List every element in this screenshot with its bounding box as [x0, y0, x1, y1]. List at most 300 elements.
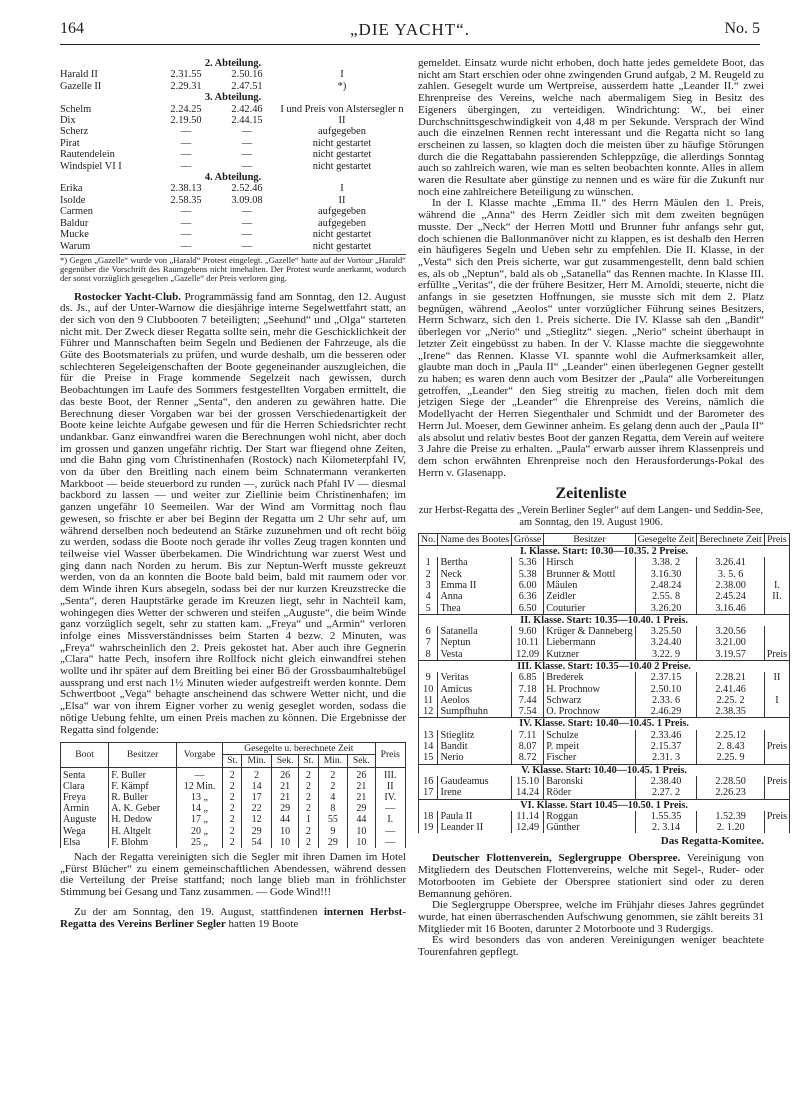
zeit-cell: 3.19.57: [697, 649, 764, 661]
result-cell: Schelm: [60, 103, 92, 115]
result-cell: —: [180, 229, 192, 241]
boot-cell: 12: [242, 814, 271, 825]
boot-cell: 10: [348, 837, 375, 848]
result-cell: II: [338, 194, 346, 206]
zeit-cell: 2.25. 2: [697, 695, 764, 706]
class-heading: II. Klasse. Start: 10.35—10.40. 1 Preis.: [419, 614, 790, 626]
zeit-row: [419, 603, 790, 615]
zeit-cell: Couturier: [544, 603, 635, 615]
result-cell: —: [180, 217, 192, 229]
zeit-row: [419, 591, 790, 602]
zeit-cell: Leander II: [438, 822, 512, 833]
zeit-cell: Neptun: [438, 637, 512, 648]
zeit-cell: Günther: [544, 822, 635, 833]
z-col-preis: Preis: [764, 533, 789, 545]
zeit-cell: [764, 626, 789, 637]
result-row: [60, 69, 406, 80]
boot-cell: 29: [318, 837, 347, 848]
zeit-cell: Preis: [764, 811, 789, 822]
zeit-cell: [764, 557, 789, 568]
result-cell: I: [340, 69, 344, 81]
z-col-besitzer: Besitzer: [544, 533, 635, 545]
boot-cell: 25 „: [176, 837, 222, 848]
zeit-cell: 13: [419, 730, 438, 741]
zeit-cell: [764, 706, 789, 718]
zeit-cell: 3.20.56: [697, 626, 764, 637]
boot-cell: 22: [242, 803, 271, 814]
zeit-cell: Gaudeamus: [438, 776, 512, 787]
results-table: [60, 58, 406, 252]
zeit-cell: 2.50.10: [635, 684, 697, 695]
result-cell: nicht gestartet: [312, 240, 372, 252]
zeit-cell: 2.28.50: [697, 776, 764, 787]
boot-cell: 2: [223, 814, 242, 825]
class-heading-row: [419, 660, 790, 672]
zeit-cell: II.: [764, 591, 789, 602]
zeit-cell: Fischer: [544, 752, 635, 764]
zeit-row: [419, 706, 790, 718]
zeit-cell: 4: [419, 591, 438, 602]
zeit-cell: Paula II: [438, 811, 512, 822]
result-row: [60, 206, 406, 217]
closing-paragraph: [60, 907, 406, 930]
zeit-cell: Thea: [438, 603, 512, 615]
zeit-cell: 2.46.29: [635, 706, 697, 718]
class-heading-row: [419, 718, 790, 730]
result-cell: 2.58.35: [170, 194, 202, 206]
zeit-cell: 2.25.12: [697, 730, 764, 741]
zeit-cell: 2. 1.20: [697, 822, 764, 833]
zeit-cell: 5.38: [512, 569, 544, 580]
zeit-cell: Emma II: [438, 580, 512, 591]
oberspree-text: Vereinigung von Mitgliedern des Deutschen Flottenvereins, welche mit Segel-, Ruder- oder Motorbooten im Gebiete der Oberspree stationiert sind oder zu deren Bemannung gehören.: [418, 852, 764, 900]
zeit-cell: 2.28.21: [697, 672, 764, 683]
boot-cell: Senta: [61, 767, 109, 781]
closing-bold: internen Herbst-Regatta des Vereins Berliner Segler: [60, 905, 406, 930]
z-col-berechnet: Berechnete Zeit: [697, 533, 764, 545]
class-heading-row: [419, 614, 790, 626]
zeit-cell: 3.22. 9: [635, 649, 697, 661]
z-col-gesegelt: Gesegelte Zeit: [635, 533, 697, 545]
result-cell: Carmen: [60, 206, 93, 218]
result-cell: Mucke: [60, 229, 89, 241]
boot-cell: 10: [271, 826, 298, 837]
boot-cell: H. Dedow: [109, 814, 177, 825]
zeit-cell: 2.37.15: [635, 672, 697, 683]
zeit-cell: 6.50: [512, 603, 544, 615]
result-cell: —: [180, 137, 192, 149]
zeit-cell: 7.18: [512, 684, 544, 695]
closing-text: Zu der am Sonntag, den 19. August, stattfindenen: [74, 905, 318, 918]
zeit-cell: 14: [419, 741, 438, 752]
col-st2: St.: [299, 755, 318, 767]
boot-cell: —: [375, 837, 405, 848]
boot-cell: 9: [318, 826, 347, 837]
zeit-cell: 8.07: [512, 741, 544, 752]
result-cell: —: [180, 240, 192, 252]
zeit-cell: 11: [419, 695, 438, 706]
class-heading: III. Klasse. Start: 10.35—10.40 2 Preise.: [419, 660, 790, 672]
zeit-cell: 5.36: [512, 557, 544, 568]
zeit-cell: Preis: [764, 741, 789, 752]
zeit-row: [419, 637, 790, 648]
zeit-cell: 1: [419, 557, 438, 568]
boot-cell: 26: [271, 767, 298, 781]
zeitenliste-title: Zeitenliste: [555, 485, 627, 503]
result-cell: Dix: [60, 115, 76, 127]
zeit-cell: 15: [419, 752, 438, 764]
zeit-cell: 12: [419, 706, 438, 718]
right-column: [418, 57, 788, 959]
zeit-cell: Mäulen: [544, 580, 635, 591]
result-row: [60, 104, 406, 115]
zeit-cell: 2.38.35: [697, 706, 764, 718]
boot-cell: Auguste: [61, 814, 109, 825]
zeit-cell: 2.33. 6: [635, 695, 697, 706]
zeit-cell: 8.72: [512, 752, 544, 764]
zeit-cell: 17: [419, 787, 438, 799]
result-cell: 2.42.46: [231, 103, 263, 115]
zeit-cell: Bandit: [438, 741, 512, 752]
boot-row: [61, 826, 406, 837]
result-cell: —: [241, 240, 253, 252]
zeit-cell: 3.21.00: [697, 637, 764, 648]
boot-cell: 55: [318, 814, 347, 825]
boot-cell: 2: [299, 781, 318, 792]
zeit-cell: 1.52.39: [697, 811, 764, 822]
col-besitzer: Besitzer: [109, 743, 177, 767]
result-row: [60, 241, 406, 252]
section-heading-row: [60, 92, 406, 103]
class-heading: I. Klasse. Start: 10.30—10.35. 2 Preise.: [419, 546, 790, 558]
result-cell: 3.09.08: [231, 194, 263, 206]
boot-cell: A. K. Geber: [109, 803, 177, 814]
zeit-cell: O. Prochnow: [544, 706, 635, 718]
zeit-cell: Roggan: [544, 811, 635, 822]
zeit-row: [419, 776, 790, 787]
zeit-cell: Preis: [764, 776, 789, 787]
result-cell: Warum: [60, 240, 91, 252]
boot-cell: Elsa: [61, 837, 109, 848]
boot-cell: 2: [223, 781, 242, 792]
zeit-cell: [764, 730, 789, 741]
result-cell: 2.50.16: [231, 69, 263, 81]
result-cell: aufgegeben: [318, 217, 366, 229]
zeit-cell: 2. 3.14: [635, 822, 697, 833]
boot-cell: 44: [348, 814, 375, 825]
section-heading-row: [60, 172, 406, 183]
zeit-cell: [764, 637, 789, 648]
zeit-cell: 3. 5. 6: [697, 569, 764, 580]
result-cell: aufgegeben: [318, 126, 366, 138]
boot-cell: 13 „: [176, 792, 222, 803]
result-row: [60, 81, 406, 92]
zeit-cell: 6.85: [512, 672, 544, 683]
zeit-cell: 2.25. 9: [697, 752, 764, 764]
boot-row: [61, 781, 406, 792]
result-cell: —: [180, 206, 192, 218]
zeit-cell: 2.15.37: [635, 741, 697, 752]
result-row: [60, 218, 406, 229]
z-col-groesse: Grösse: [512, 533, 544, 545]
zeit-cell: Preis: [764, 649, 789, 661]
result-cell: Erika: [60, 183, 83, 195]
result-cell: 2.44.15: [231, 115, 263, 127]
result-cell: Pirat: [60, 137, 80, 149]
result-cell: —: [180, 160, 192, 172]
boot-cell: 2: [318, 781, 347, 792]
rostocker-heading: Rostocker Yacht-Club.: [74, 290, 182, 303]
zeit-cell: [764, 752, 789, 764]
col-st: St.: [223, 755, 242, 767]
result-cell: —: [241, 126, 253, 138]
boot-cell: 4: [318, 792, 347, 803]
result-cell: Windspiel VI I: [60, 160, 122, 172]
oberspree-para-2: Die Seglergruppe Oberspree, welche im Frühjahr dieses Jahres gegründet wurde, hat einen überraschenden Aufschwung genommen, sie zählt bereits 31 Mitglieder mit 16 Booten, darunter 2 Motorboote und 3 Rudergigs.: [418, 899, 764, 935]
zeit-cell: 15.10: [512, 776, 544, 787]
result-cell: Harald II: [60, 69, 98, 81]
boot-cell: 10: [348, 826, 375, 837]
boot-row: [61, 814, 406, 825]
issue-number: No. 5: [724, 20, 760, 37]
section-heading: 2. Abteilung.: [204, 58, 262, 69]
zeit-cell: Irene: [438, 787, 512, 799]
zeit-row: [419, 672, 790, 683]
boot-cell: Armin: [61, 803, 109, 814]
zeit-row: [419, 557, 790, 568]
boot-cell: 2: [223, 826, 242, 837]
result-cell: —: [180, 149, 192, 161]
result-cell: 2.31.55: [170, 69, 202, 81]
result-cell: nicht gestartet: [312, 149, 372, 161]
result-row: [60, 195, 406, 206]
zeit-cell: I.: [764, 580, 789, 591]
boot-cell: Freya: [61, 792, 109, 803]
right-para-1: gemeldet. Einsatz wurde nicht erhoben, doch hatte jedes gemeldete Boot, das nicht am Start erschien oder ohne zwingenden Grund aufgab, 2 M. Reugeld zu zahlen. Gesegelt wurde um Wertpreise, ausserdem hatte „Leander II.“ zwei Ehrenpreise des Vereins, welche nach abermaligem Sieg in Besitz des Eigeners übergingen, zu verteidigen. Windrichtung: W., bei einer Durchschnittsgeschwindigkeit von 4,48 m per Sekunde. Versprach der Wind auch die einzelnen Rennen recht interessant und die Regatta nicht so lang erscheinen zu lassen, so klagten doch die meisten über zu häufige Störungen durch die die Regattabahn passierenden Schleppzüge, die allerdings Sonntag auch so zahlreich waren, wie man es selten beobachten konnte. Alles in allem waren die Resultate aber günstige zu nennen und es wäre für die Zukunft nur noch eine zahlreichere Beteiligung zu wünschen.: [418, 57, 764, 198]
zeit-cell: 2.48.24: [635, 580, 697, 591]
page-number: 164: [60, 20, 84, 37]
zeit-cell: 2.38.40: [635, 776, 697, 787]
zeit-cell: 6: [419, 626, 438, 637]
boot-cell: 44: [271, 814, 298, 825]
zeit-cell: Bertha: [438, 557, 512, 568]
zeit-cell: Hirsch: [544, 557, 635, 568]
zeit-cell: Satanella: [438, 626, 512, 637]
zeit-cell: Liebermann: [544, 637, 635, 648]
zeit-cell: [764, 603, 789, 615]
boot-table: [60, 742, 406, 848]
zeit-cell: 7.44: [512, 695, 544, 706]
zeit-cell: 16: [419, 776, 438, 787]
result-cell: Baldur: [60, 217, 89, 229]
zeit-cell: Schwarz: [544, 695, 635, 706]
right-para-2: In der I. Klasse machte „Emma II.“ des Herrn Mäulen den 1. Preis, während die „Anna“ des Herrn Zeidler sich mit dem zweiten begnügen musste. Der „Neck“ der Herren Mottl und Brunner fuhr anfangs sehr gut, doch schienen die Ballonmanöver nicht zu klappen, es ist deshalb den Herren ein häufigeres Segeln und Ueben sehr zu empfehlen. Die II. Klasse, in der „Vesta“ sich den Preis sicherte, war gut zusammengestellt, denn bald schien es, als ob „Neptun“, bald als ob „Satanella“ das Rennen machte. In Klasse III. erfüllte „Veritas“, die der frühere Besitzer, Herr M. Arnoldi, steuerte, nicht die anfangs in sie gesetzten Hoffnungen, sie musste sich mit dem 2. Platz begnügen, während „Aeolos“ unter vorzüglicher Führung seines Besitzers, Herrn Schwarz, sich den 1. Preis sicherte. Die IV. Klasse sah den „Bandit“ überlegen vor „Nerio“ und „Stieglitz“ siegen. „Nerio“ scheint überhaupt in letzter Zeit eingebüsst zu haben. In der V. Klasse machte die sieggewohnte „Irene“ das Rennen. Klasse VI. spannte wohl die Aufmerksamkeit aller, glaubte man doch in „Paula II“ „Leander“ einen überlegenen Gegner gestellt zu haben; es waren denn auch vom Besitzer der „Paula“ alle Vorbereitungen getroffen, „Leander“ den Sieg streitig zu machen, fielen doch mit dem jetzigen Siege der „Leander“ die Ehrenpreise des Vereins, nämlich die Modellyacht der Herren Siegenthaler und Schmidt und der Barometer des Herrn Jul. Moeser, dem Gewinner anheim. Es gelang denn auch der „Paula II“ als absolut und relativ bestes Boot der ganzen Regatta, dem Verein auf weitere 3 Jahre die Preise zu erhalten. „Paula“ erwarb ausser ihrem Klassenpreis und dem schon erwähnten Ehrenpreise noch den Herausforderungs-Pokal des Herrn v. Glasenapp.: [418, 197, 764, 479]
col-sek2: Sek.: [348, 755, 375, 767]
zeit-cell: 6.36: [512, 591, 544, 602]
boot-cell: 8: [318, 803, 347, 814]
journal-title: „DIE YACHT“.: [350, 20, 470, 39]
zeit-cell: 3.38. 2: [635, 557, 697, 568]
zeit-row: [419, 787, 790, 799]
zeit-cell: Vesta: [438, 649, 512, 661]
left-column: [60, 58, 406, 930]
section-heading: 3. Abteilung.: [204, 92, 262, 104]
result-cell: 2.19.50: [170, 115, 202, 127]
zeit-cell: [764, 787, 789, 799]
col-min2: Min.: [318, 755, 347, 767]
col-zeit: Gesegelte u. berechnete Zeit: [223, 743, 375, 755]
zeit-cell: 2.45.24: [697, 591, 764, 602]
oberspree-heading: Deutscher Flottenverein, Seglergruppe Oberspree.: [432, 852, 681, 865]
boot-cell: 1: [299, 814, 318, 825]
zeit-cell: 7: [419, 637, 438, 648]
boot-row: [61, 767, 406, 781]
zeit-row: [419, 811, 790, 822]
zeit-cell: H. Prochnow: [544, 684, 635, 695]
boot-cell: 21: [271, 792, 298, 803]
zeit-cell: P. mpeit: [544, 741, 635, 752]
result-cell: nicht gestartet: [312, 160, 372, 172]
col-boot: Boot: [61, 743, 109, 767]
zeit-row: [419, 695, 790, 706]
zeit-cell: 12.09: [512, 649, 544, 661]
result-cell: nicht gestartet: [312, 137, 372, 149]
boot-cell: 2: [223, 837, 242, 848]
result-cell: I und Preis von Alstersegler n: [280, 103, 404, 115]
zeit-cell: [764, 684, 789, 695]
zeit-row: [419, 569, 790, 580]
col-sek: Sek.: [271, 755, 298, 767]
boot-cell: 21: [271, 781, 298, 792]
result-cell: *): [337, 80, 347, 92]
boot-cell: 26: [348, 767, 375, 781]
class-heading-row: [419, 799, 790, 811]
zeit-cell: Sumpfhuhn: [438, 706, 512, 718]
boot-cell: Clara: [61, 781, 109, 792]
result-cell: Rautendelein: [60, 149, 115, 161]
zeit-cell: 7.11: [512, 730, 544, 741]
zeit-cell: 2.33.46: [635, 730, 697, 741]
boot-cell: 2: [299, 792, 318, 803]
boot-cell: F. Buller: [109, 767, 177, 781]
result-cell: aufgegeben: [318, 206, 366, 218]
boot-cell: 2: [223, 767, 242, 781]
zeit-cell: 3.26.41: [697, 557, 764, 568]
result-cell: —: [241, 217, 253, 229]
oberspree-para-3: Es wird besonders das von anderen Vereinigungen weniger beachtete Tourenfahren gepflegt.: [418, 934, 764, 959]
zeit-cell: 7.54: [512, 706, 544, 718]
zeit-cell: 12.49: [512, 822, 544, 833]
col-min: Min.: [242, 755, 271, 767]
zeit-cell: 10: [419, 684, 438, 695]
zeit-cell: 3.25.50: [635, 626, 697, 637]
boot-cell: 20 „: [176, 826, 222, 837]
zeit-row: [419, 822, 790, 833]
boot-cell: I.: [375, 814, 405, 825]
boot-cell: 2: [299, 803, 318, 814]
boot-cell: 21: [348, 792, 375, 803]
boot-cell: R. Buller: [109, 792, 177, 803]
zeit-cell: 18: [419, 811, 438, 822]
class-heading-row: [419, 546, 790, 558]
boot-cell: 2: [242, 767, 271, 781]
zeit-cell: 2.31. 3: [635, 752, 697, 764]
zeit-cell: 3: [419, 580, 438, 591]
zeit-cell: 8: [419, 649, 438, 661]
footnote: *) Gegen „Gazelle“ wurde von „Harald“ Protest eingelegt. „Gazelle“ hatte auf der Vortour „Harald“ gegenüber die Vorschrift des Raumgebens nicht innehalten. Der Protest wurde anerkannt, wodurch der sonst vorzüglich gesegelten „Gazelle“ der Preis verloren ging.: [60, 254, 406, 284]
zeit-cell: 2.41.46: [697, 684, 764, 695]
boot-cell: II: [375, 781, 405, 792]
zeit-cell: 6.00: [512, 580, 544, 591]
zeit-cell: I: [764, 695, 789, 706]
zeit-cell: 2: [419, 569, 438, 580]
zeit-cell: 5: [419, 603, 438, 615]
zeit-cell: 2.27. 2: [635, 787, 697, 799]
zeit-cell: 2. 8.43: [697, 741, 764, 752]
boot-cell: 2: [299, 767, 318, 781]
class-heading-row: [419, 764, 790, 776]
zeit-cell: 3.26.20: [635, 603, 697, 615]
result-cell: nicht gestartet: [312, 229, 372, 241]
boot-cell: H. Altgelt: [109, 826, 177, 837]
zeitenliste-subtitle: zur Herbst-Regatta des „Verein Berliner Segler“ auf dem Langen- und Seddin-See, am Sonntag, den 19. August 1906.: [418, 505, 764, 529]
boot-cell: 17 „: [176, 814, 222, 825]
result-row: [60, 183, 406, 194]
zeit-cell: 3.24.40: [635, 637, 697, 648]
zeit-cell: Brunner & Mottl: [544, 569, 635, 580]
boot-cell: 2: [299, 826, 318, 837]
boot-cell: 2: [318, 767, 347, 781]
result-row: [60, 149, 406, 160]
zeit-cell: Röder: [544, 787, 635, 799]
signature: Das Regatta-Komitee.: [660, 835, 764, 848]
zeit-cell: Brederek: [544, 672, 635, 683]
rostocker-paragraph: [60, 292, 406, 737]
zeit-cell: 9.60: [512, 626, 544, 637]
col-vorgabe: Vorgabe: [176, 743, 222, 767]
zeit-row: [419, 626, 790, 637]
result-row: [60, 126, 406, 137]
result-cell: —: [241, 229, 253, 241]
result-cell: II: [338, 115, 346, 127]
boot-cell: 29: [271, 803, 298, 814]
result-cell: I: [340, 183, 344, 195]
closing-tail: hatten 19 Boote: [228, 917, 299, 930]
zeit-cell: 1.55.35: [635, 811, 697, 822]
z-col-no: No.: [419, 533, 438, 545]
zeit-cell: Schulze: [544, 730, 635, 741]
zeit-cell: Amicus: [438, 684, 512, 695]
running-header: [60, 20, 760, 42]
zeit-cell: Krüger & Danneberg: [544, 626, 635, 637]
result-row: [60, 115, 406, 126]
zeit-cell: 3.16.46: [697, 603, 764, 615]
boot-cell: —: [176, 767, 222, 781]
header-rule: [60, 44, 760, 45]
zeit-cell: 10.11: [512, 637, 544, 648]
zeit-cell: Aeolos: [438, 695, 512, 706]
result-cell: 2.52.46: [231, 183, 263, 195]
col-preis: Preis: [375, 743, 405, 767]
boot-cell: —: [375, 826, 405, 837]
boot-cell: 21: [348, 781, 375, 792]
boot-cell: 2: [299, 837, 318, 848]
boot-row: [61, 837, 406, 848]
boot-cell: Wega: [61, 826, 109, 837]
zeit-row: [419, 649, 790, 661]
result-row: [60, 229, 406, 240]
zeit-row: [419, 741, 790, 752]
